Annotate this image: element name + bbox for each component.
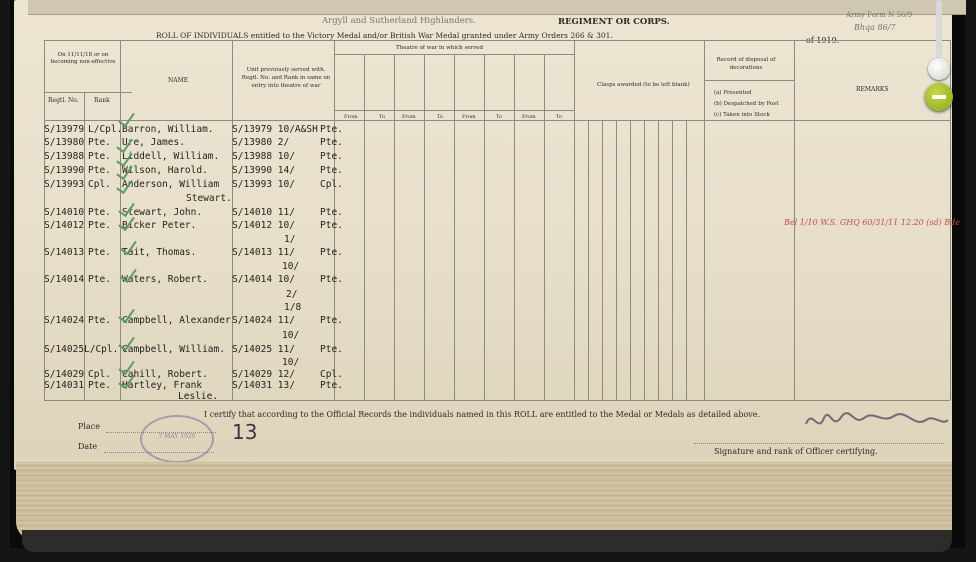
soldier-name-cont: Stewart. (186, 193, 232, 204)
unit-previous-cont: 10/ (282, 357, 300, 368)
rule-col (672, 120, 673, 400)
regtl-no: S/14010 (44, 207, 85, 218)
soldier-name: Bicker Peter. (122, 220, 197, 231)
unit-previous-cont: 10/ (282, 330, 300, 341)
rule-col (364, 54, 365, 400)
form-number: Army Form N 56/9 (846, 11, 913, 19)
unit-previous-cont: 1/8 (284, 302, 302, 313)
rank: Cpl. (88, 179, 111, 190)
unit-rank: Pte. (320, 165, 343, 176)
unit-previous: S/14012 10/ (232, 220, 295, 231)
col-disposal-a: (a) Presented (714, 90, 752, 96)
col-disposal-c: (c) Taken into Stock (714, 112, 770, 118)
rule-col (588, 120, 589, 400)
unit-rank: Pte. (320, 124, 343, 135)
unit-rank: Pte. (320, 274, 343, 285)
zoom-slider-handle[interactable] (928, 58, 950, 80)
rank: Pte. (88, 165, 111, 176)
rule-top (44, 40, 950, 41)
soldier-name: Hartley, Frank (122, 380, 203, 391)
page-number: 13 (232, 420, 258, 444)
unit-previous: S/13979 10/A&SH (232, 124, 318, 135)
regtl-no: S/13979 (44, 124, 85, 135)
col-disposal: Record of disposal of decorations (716, 57, 776, 71)
signature-caption: Signature and rank of Officer certifying. (714, 447, 878, 456)
soldier-name: Campbell, William. (122, 344, 225, 355)
col-date-effective: On 11/11/18 or on becoming non-effective (50, 52, 116, 65)
col-disposal-b: (b) Despatched by Post (714, 101, 779, 107)
unit-previous: S/14029 12/ (232, 369, 295, 380)
rule-col (644, 120, 645, 400)
col-from-2: From (402, 114, 416, 120)
col-theatres: Theatre of war in which served (396, 45, 484, 51)
regiment-name: Argyll and Sutherland Highlanders. (322, 16, 476, 26)
rule-col (514, 54, 515, 400)
col-remarks: REMARKS (856, 86, 889, 93)
roll-year: of 1919. (806, 36, 840, 45)
rule-col (658, 120, 659, 400)
col-to-4: To (556, 114, 562, 120)
office-stamp (140, 415, 214, 463)
regtl-no: S/14031 (44, 380, 85, 391)
rule-col (704, 40, 705, 400)
unit-rank: Pte. (320, 380, 343, 391)
unit-rank: Pte. (320, 220, 343, 231)
soldier-name: Liddell, William. (122, 151, 220, 162)
rule-header-bottom (44, 120, 950, 121)
unit-rank: Cpl. (320, 179, 343, 190)
rule-col (630, 120, 631, 400)
ledger-page (14, 0, 961, 470)
soldier-name: Campbell, Alexander (122, 315, 231, 326)
rank: Pte. (88, 274, 111, 285)
regtl-no: S/13980 (44, 137, 85, 148)
regtl-no: S/14024 (44, 315, 85, 326)
rank: Pte. (88, 137, 111, 148)
unit-previous-cont: 10/ (282, 261, 300, 272)
unit-previous: S/14024 11/ (232, 315, 295, 326)
unit-previous: S/14031 13/ (232, 380, 295, 391)
rank: Pte. (88, 207, 111, 218)
officer-signature (802, 404, 952, 444)
rank: Cpl. (88, 369, 111, 380)
place-label: Place (78, 422, 100, 431)
remark-note: Bel 1/10 W.S. GHQ 60/31/11 12.20 (sd) Bde (784, 218, 961, 227)
rule-date-sub (44, 92, 132, 93)
rank: Pte. (88, 315, 111, 326)
col-from-3: From (462, 114, 476, 120)
signature-line (694, 443, 944, 444)
col-clasps: Clasps awarded (to be left blank) (597, 82, 690, 88)
unit-rank: Pte. (320, 137, 343, 148)
rule-col (484, 54, 485, 400)
rule-col (394, 54, 395, 400)
unit-previous: S/14013 11/ (232, 247, 295, 258)
rank: L/Cpl. (84, 344, 119, 355)
page-edges (16, 462, 952, 540)
date-label: Date (78, 442, 98, 451)
unit-previous: S/14014 10/ (232, 274, 295, 285)
book-cover-bottom (22, 530, 952, 552)
unit-previous: S/14010 11/ (232, 207, 295, 218)
soldier-name: Tait, Thomas. (122, 247, 197, 258)
regtl-no: S/13990 (44, 165, 85, 176)
col-unit-previously: Unit previously served with. Regtl. No. and Rank in same on entry into theatre of war (241, 67, 331, 89)
unit-previous: S/14025 11/ (232, 344, 295, 355)
unit-previous-cont: 2/ (286, 289, 298, 300)
regtl-no: S/14012 (44, 220, 85, 231)
unit-rank: Pte. (320, 207, 343, 218)
rank: Pte. (88, 247, 111, 258)
col-regtl-no: Regtl. No. (48, 97, 79, 104)
col-rank: Rank (94, 97, 110, 104)
rank: L/Cpl. (88, 124, 123, 135)
regtl-no: S/13993 (44, 179, 85, 190)
regtl-no: S/14025 (44, 344, 85, 355)
unit-previous: S/13993 10/ (232, 179, 295, 190)
rule-col (616, 120, 617, 400)
unit-rank: Pte. (320, 151, 343, 162)
soldier-name: Stewart, John. (122, 207, 203, 218)
unit-rank: Pte. (320, 315, 343, 326)
col-to-2: To (437, 114, 443, 120)
soldier-name: Waters, Robert. (122, 274, 208, 285)
unit-previous-cont: 1/ (284, 234, 296, 245)
soldier-name: Wilson, Harold. (122, 165, 208, 176)
unit-previous: S/13980 2/ (232, 137, 290, 148)
rule-col (602, 120, 603, 400)
rule-col (424, 54, 425, 400)
regtl-no: S/14029 (44, 369, 85, 380)
unit-rank: Cpl. (320, 369, 343, 380)
minus-icon (932, 95, 946, 99)
rule-col (544, 54, 545, 400)
rule-col (686, 120, 687, 400)
col-from-4: From (522, 114, 536, 120)
soldier-name: Anderson, William (122, 179, 220, 190)
rule-col (454, 54, 455, 400)
corner-reference: Bhqa 86/7 (854, 23, 896, 32)
rule-disposal-sub (704, 80, 794, 81)
soldier-name: Ure, James. (122, 137, 185, 148)
rank: Pte. (88, 220, 111, 231)
unit-rank: Pte. (320, 247, 343, 258)
roll-title: ROLL OF INDIVIDUALS entitled to the Victory Medal and/or British War Medal granted under Army Orders 266 & 301. (156, 31, 613, 40)
soldier-name: Cahill, Robert. (122, 369, 208, 380)
col-name: NAME (168, 77, 189, 84)
stamp-date: 7 MAY 1920 (158, 433, 196, 440)
col-from-1: From (344, 114, 358, 120)
previous-page-fold (28, 0, 966, 15)
col-to-1: To (379, 114, 385, 120)
zoom-out-button[interactable] (925, 83, 953, 111)
rank: Pte. (88, 151, 111, 162)
regtl-no: S/13988 (44, 151, 85, 162)
soldier-name: Barron, William. (122, 124, 214, 135)
rank: Pte. (88, 380, 111, 391)
soldier-name-cont: Leslie. (178, 391, 219, 402)
regtl-no: S/14013 (44, 247, 85, 258)
regtl-no: S/14014 (44, 274, 85, 285)
regiment-caption: REGIMENT OR CORPS. (558, 17, 670, 27)
rule-col (574, 40, 575, 400)
unit-rank: Pte. (320, 344, 343, 355)
unit-previous: S/13988 10/ (232, 151, 295, 162)
unit-previous: S/13990 14/ (232, 165, 295, 176)
certification-text: I certify that according to the Official Records the individuals named in this ROLL are entitled to the Medal or Medals as detailed above. (204, 410, 761, 419)
col-to-3: To (496, 114, 502, 120)
